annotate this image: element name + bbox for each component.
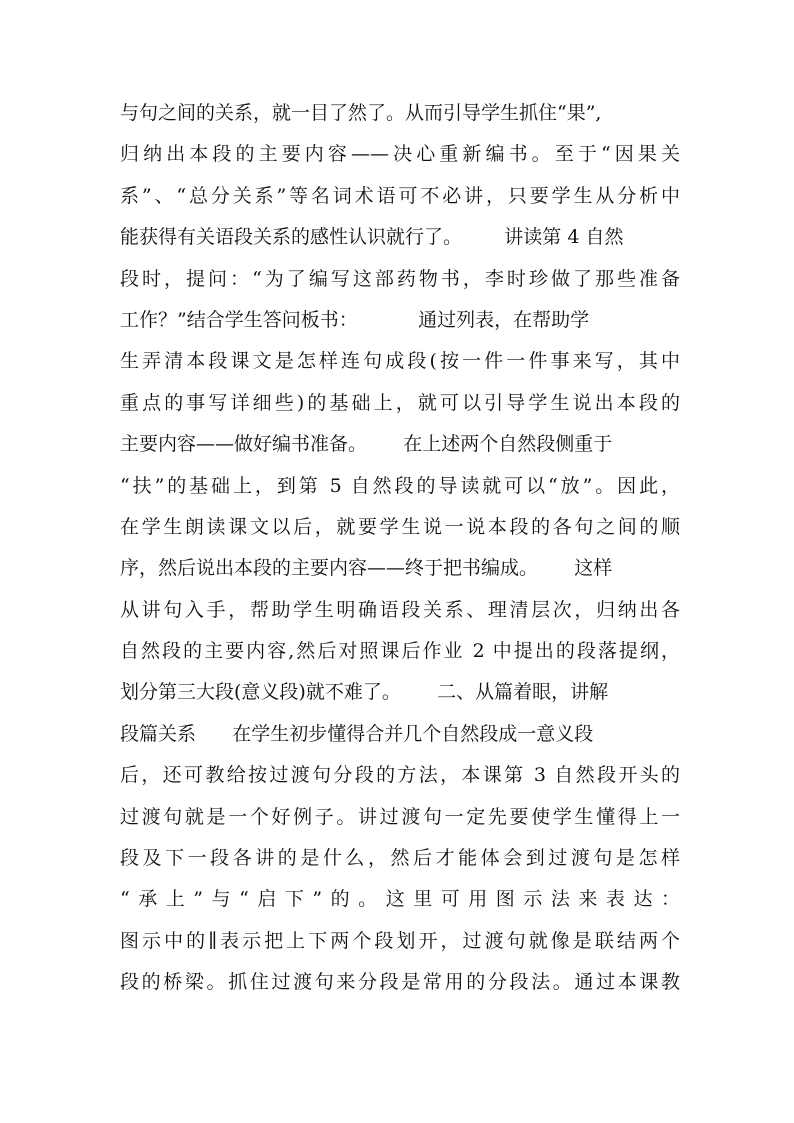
text-line: 自然段的主要内容,然后对照课后作业 2 中提出的段落提纲， <box>120 640 680 663</box>
text-line: 过渡句就是一个好例子。讲过渡句一定先要使学生懂得上一 <box>120 805 680 828</box>
text-line: 能获得有关语段关系的感性认识就行了。 讲读第 4 自然 <box>120 226 624 249</box>
text-line: 段及下一段各讲的是什么，然后才能体会到过渡句是怎样 <box>120 847 680 870</box>
text-line: “扶”的基础上，到第 5 自然段的导读就可以“放”。因此， <box>120 474 680 497</box>
text-line: 段的桥梁。抓住过渡句来分段是常用的分段法。通过本课教 <box>120 971 680 994</box>
text-line: 从讲句入手，帮助学生明确语段关系、理清层次，归纳出各 <box>120 598 680 621</box>
text-line: 工作？”结合学生答问板书： 通过列表，在帮助学 <box>120 308 590 331</box>
text-line: 段时，提问：“为了编写这部药物书，李时珍做了那些准备 <box>120 267 680 290</box>
text-line: 划分第三大段(意义段)就不难了。 二、从篇着眼，讲解 <box>120 681 609 704</box>
text-line: 图示中的∥表示把上下两个段划开，过渡句就像是联结两个 <box>120 929 680 952</box>
text-line: 归纳出本段的主要内容——决心重新编书。至于“因果关 <box>120 143 680 166</box>
text-line: 主要内容——做好编书准备。 在上述两个自然段侧重于 <box>120 433 613 456</box>
text-line: 段篇关系 在学生初步懂得合并几个自然段成一意义段 <box>120 722 594 745</box>
text-line: “承上”与“启下”的。这里可用图示法来表达： <box>120 888 680 911</box>
text-line: 在学生朗读课文以后，就要学生说一说本段的各句之间的顺 <box>120 515 680 538</box>
text-line: 序，然后说出本段的主要内容——终于把书编成。 这样 <box>120 557 613 580</box>
text-line: 系”、“总分关系”等名词术语可不必讲，只要学生从分析中 <box>120 184 680 207</box>
text-line: 生弄清本段课文是怎样连句成段(按一件一件事来写，其中 <box>120 350 680 373</box>
text-line: 重点的事写详细些)的基础上，就可以引导学生说出本段的 <box>120 391 680 414</box>
body-text <box>120 93 680 1004</box>
text-line: 后，还可教给按过渡句分段的方法，本课第 3 自然段开头的 <box>120 764 680 787</box>
text-line: 与句之间的关系，就一目了然了。从而引导学生抓住“果”, <box>120 102 602 124</box>
